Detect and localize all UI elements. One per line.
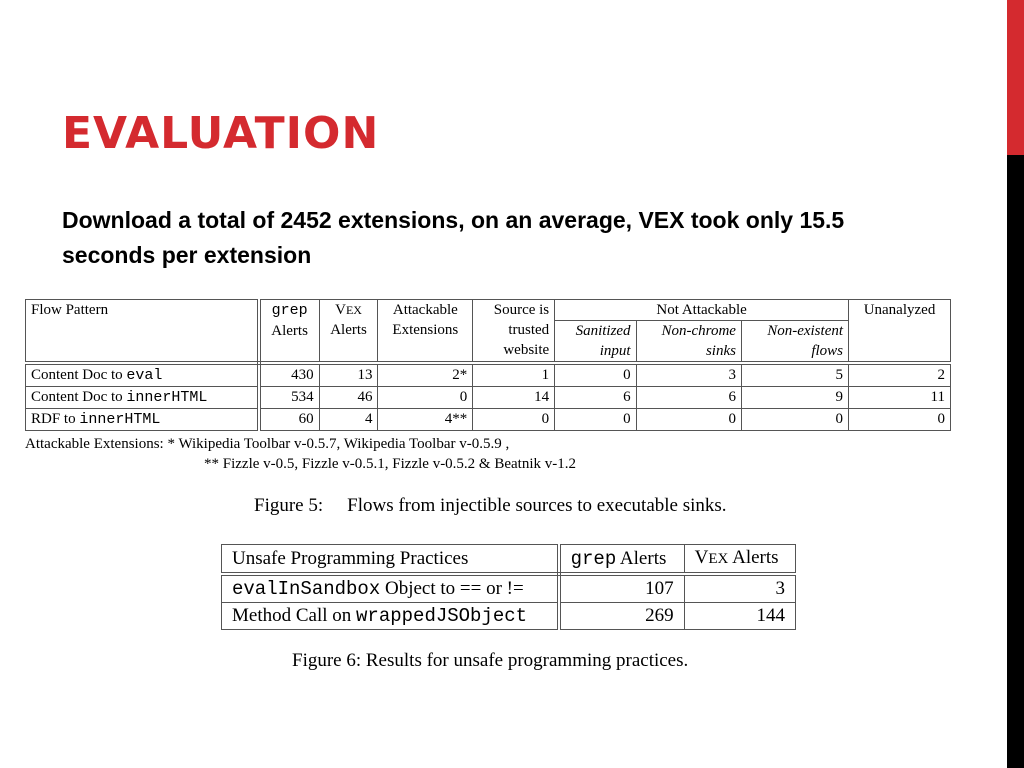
- header-text: Attackable: [392, 302, 458, 318]
- cell-vex: 3: [684, 574, 795, 603]
- pattern-code: innerHTML: [79, 411, 161, 428]
- header-practices: Unsafe Programming Practices: [222, 545, 559, 575]
- table-header-row: [26, 300, 951, 321]
- table-row: [26, 387, 951, 409]
- table-header-row: [222, 545, 796, 575]
- header-text: Non-existent: [767, 323, 844, 339]
- cell-source: 1: [473, 363, 555, 387]
- header-text: Alerts: [616, 547, 667, 569]
- cell-grep: 534: [259, 387, 320, 409]
- cell-practice: [222, 574, 559, 603]
- header-text: Flow Pattern: [31, 302, 109, 318]
- cell-source: 14: [473, 387, 555, 409]
- pattern-code: eval: [126, 367, 163, 384]
- header-vex-v: V: [694, 547, 709, 568]
- header-text: sinks: [705, 343, 736, 359]
- header-text: trusted: [508, 322, 550, 338]
- header-source-trusted: [473, 300, 555, 364]
- practice-text: Object to == or !=: [380, 578, 524, 599]
- figure5-caption: [254, 495, 727, 517]
- note-text: ** Fizzle v-0.5, Fizzle v-0.5.1, Fizzle v-0.5.2 & Beatnik v-1.2: [204, 456, 577, 472]
- caption-label: Figure 5:: [254, 495, 324, 516]
- figure6-caption: Figure 6: Results for unsafe programming practices.: [292, 650, 689, 671]
- header-text: Alerts: [271, 323, 308, 339]
- practice-text: Method Call on: [232, 605, 357, 626]
- pattern-code: innerHTML: [126, 389, 208, 406]
- header-non-chrome: [636, 321, 741, 364]
- cell-pattern: [26, 387, 259, 409]
- figure6-table: [221, 544, 796, 630]
- header-text: Extensions: [392, 322, 459, 338]
- pattern-text: Content Doc to: [31, 389, 127, 405]
- header-text: input: [599, 343, 631, 359]
- cell-grep: 269: [559, 603, 685, 630]
- table-row: [26, 409, 951, 431]
- cell-vex: 144: [684, 603, 795, 630]
- header-grep-code: grep: [570, 547, 617, 570]
- cell-non-existent: 9: [741, 387, 848, 409]
- header-grep-alerts: [559, 545, 685, 575]
- header-vex-alerts: [684, 545, 795, 575]
- cell-grep: 60: [259, 409, 320, 431]
- figure5-table: [25, 299, 951, 431]
- cell-grep: 107: [559, 574, 685, 603]
- cell-pattern: [26, 363, 259, 387]
- header-text: Not Attackable: [656, 302, 747, 318]
- header-not-attackable: [555, 300, 849, 321]
- side-accent-bar-red: [1007, 0, 1024, 155]
- header-grep-alerts: [259, 300, 320, 364]
- cell-non-existent: 5: [741, 363, 848, 387]
- header-text: Unanalyzed: [863, 302, 936, 318]
- cell-sanitized: 6: [555, 387, 636, 409]
- cell-unanalyzed: 11: [849, 387, 951, 409]
- header-text: website: [503, 342, 550, 358]
- cell-vex: 46: [319, 387, 378, 409]
- pattern-text: RDF to: [31, 411, 80, 427]
- header-text: Alerts: [330, 322, 367, 338]
- cell-non-chrome: 6: [636, 387, 741, 409]
- header-vex-rest: EX: [345, 303, 362, 317]
- header-vex-v: V: [335, 302, 346, 318]
- cell-grep: 430: [259, 363, 320, 387]
- cell-pattern: [26, 409, 259, 431]
- header-vex-alerts: [319, 300, 378, 364]
- practice-code-after: wrappedJSObject: [356, 605, 528, 627]
- cell-vex: 4: [319, 409, 378, 431]
- note-text: Attackable Extensions: * Wikipedia Toolbar v-0.5.7, Wikipedia Toolbar v-0.5.9 ,: [25, 436, 510, 452]
- header-sanitized: [555, 321, 636, 364]
- slide-subtitle: Download a total of 2452 extensions, on an average, VEX took only 15.5 seconds per extension: [62, 207, 845, 268]
- pattern-text: Content Doc to: [31, 367, 127, 383]
- cell-vex: 13: [319, 363, 378, 387]
- side-accent-bar-black: [1007, 155, 1024, 768]
- table-row: [26, 363, 951, 387]
- cell-attackable: 2*: [378, 363, 473, 387]
- attackable-note-line1: [25, 436, 509, 453]
- table-row: [222, 603, 796, 630]
- table-row: [222, 574, 796, 603]
- header-text: Alerts: [728, 547, 779, 568]
- header-grep-code: grep: [271, 302, 308, 319]
- cell-attackable: 0: [378, 387, 473, 409]
- slide-title: EVALUATION: [62, 108, 380, 159]
- cell-non-existent: 0: [741, 409, 848, 431]
- header-unanalyzed: [849, 300, 951, 364]
- cell-practice: [222, 603, 559, 630]
- cell-sanitized: 0: [555, 409, 636, 431]
- header-attackable: [378, 300, 473, 364]
- header-non-existent: [741, 321, 848, 364]
- cell-sanitized: 0: [555, 363, 636, 387]
- header-vex-ex: EX: [708, 551, 729, 567]
- cell-unanalyzed: 2: [849, 363, 951, 387]
- header-text: Sanitized: [575, 323, 631, 339]
- practice-code: evalInSandbox: [232, 578, 381, 600]
- header-text: flows: [811, 343, 844, 359]
- cell-unanalyzed: 0: [849, 409, 951, 431]
- header-flow-pattern: [26, 300, 259, 364]
- header-text: Source is: [493, 302, 550, 318]
- caption-text: Flows from injectible sources to executable sinks.: [347, 495, 727, 516]
- cell-source: 0: [473, 409, 555, 431]
- cell-attackable: 4**: [378, 409, 473, 431]
- header-text: Non-chrome: [661, 323, 736, 339]
- cell-non-chrome: 3: [636, 363, 741, 387]
- cell-non-chrome: 0: [636, 409, 741, 431]
- attackable-note-line2: [204, 456, 576, 473]
